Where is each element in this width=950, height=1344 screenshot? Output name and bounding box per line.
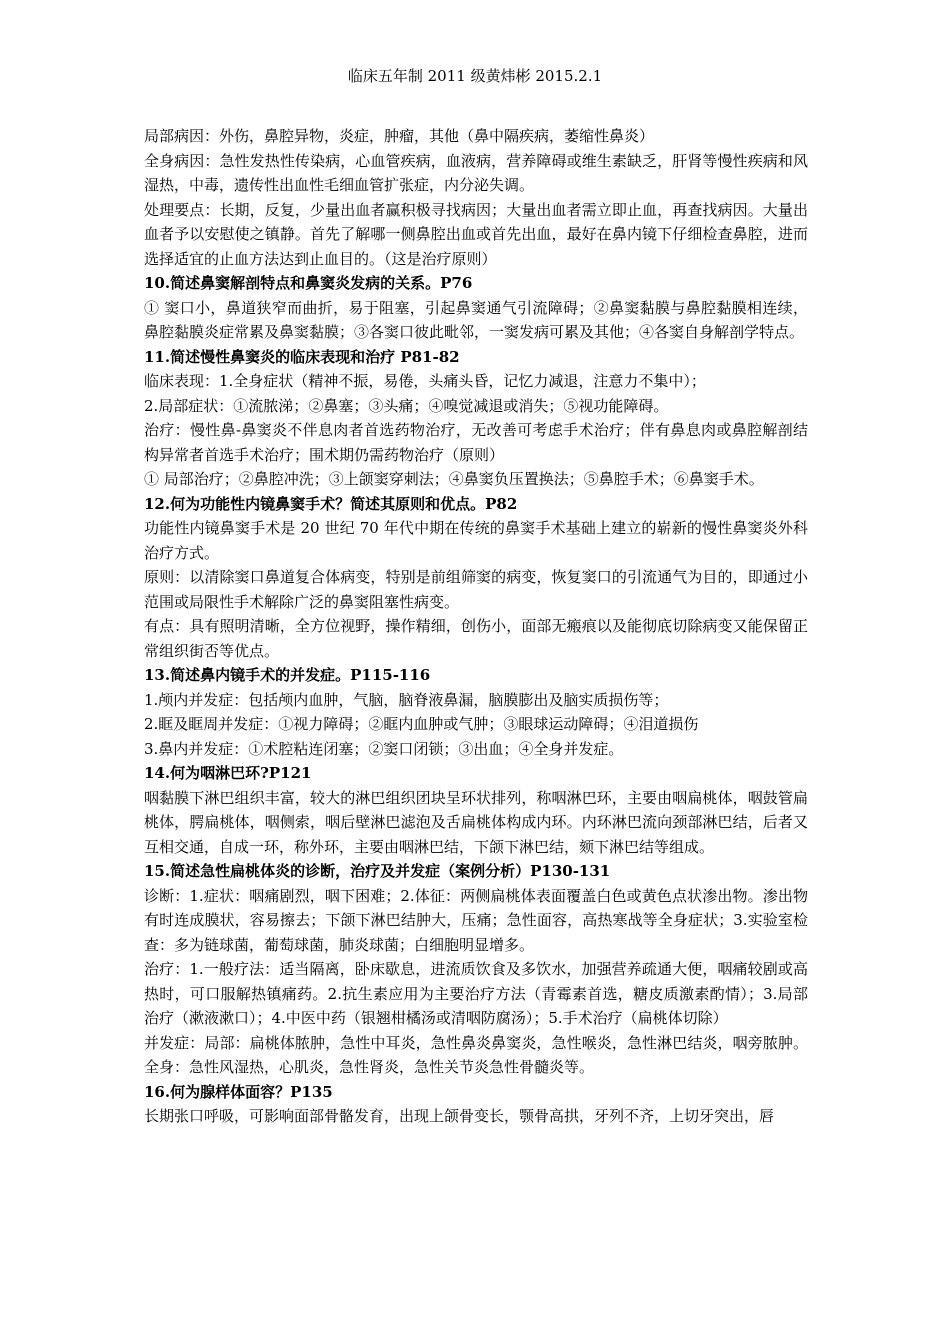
answer-paragraph: 咽黏膜下淋巴组织丰富，较大的淋巴组织团块呈环状排列，称咽淋巴环，主要由咽扁桃体，咽鼓管扁桃体，腭扁桃体，咽侧索，咽后壁淋巴滤泡及舌扁桃体构成内环。内环淋巴流向颈部淋巴结，后者又互相交通，自成一环，称外环，主要由咽淋巴结，下颌下淋巴结，颏下淋巴结等组成。 <box>144 788 808 856</box>
answer-paragraph: 有点：具有照明清晰，全方位视野，操作精细，创伤小，面部无瘢痕以及能彻底切除病变又能保留正常组织街否等优点。 <box>144 617 808 660</box>
answer-paragraph: ① 窦口小，鼻道狭窄而曲折，易于阻塞，引起鼻窦通气引流障碍；②鼻窦黏膜与鼻腔黏膜相连续，鼻腔黏膜炎症常累及鼻窦黏膜；③各窦口彼此毗邻，一窦发病可累及其他；④各窦自身解剖学特点。 <box>144 298 808 341</box>
paragraph-local-causes: 局部病因：外伤，鼻腔异物，炎症，肿瘤，其他（鼻中隔疾病，萎缩性鼻炎） <box>144 127 655 145</box>
question-heading-13: 13.简述鼻内镜手术的并发症。P115-116 <box>144 666 431 684</box>
answer-paragraph: 并发症：局部：扁桃体脓肿，急性中耳炎，急性鼻炎鼻窦炎，急性喉炎，急性淋巴结炎，咽旁脓肿。 全身：急性风湿热，心肌炎，急性肾炎，急性关节炎急性骨髓炎等。 <box>144 1033 808 1076</box>
answer-paragraph: ① 局部治疗；②鼻腔冲洗；③上颌窦穿刺法；④鼻窦负压置换法；⑤鼻腔手术；⑥鼻窦手术。 <box>144 470 764 488</box>
answer-paragraph: 临床表现：1.全身症状（精神不振，易倦，头痛头昏，记忆力减退，注意力不集中）； <box>144 372 706 390</box>
answer-paragraph: 1.颅内并发症：包括颅内血肿，气脑，脑脊液鼻漏，脑膜膨出及脑实质损伤等； <box>144 690 669 709</box>
answer-paragraph: 治疗：慢性鼻-鼻窦炎不伴息肉者首选药物治疗，无改善可考虑手术治疗；伴有鼻息肉或鼻腔解剖结构异常者首选手术治疗；围术期仍需药物治疗（原则） <box>144 421 808 464</box>
answer-paragraph: 2.眶及眶周并发症：①视力障碍；②眶内血肿或气肿；③眼球运动障碍；④泪道损伤 <box>144 715 699 733</box>
answer-paragraph: 长期张口呼吸，可影响面部骨骼发育，出现上颌骨变长，颚骨高拱，牙列不齐，上切牙突出，唇 <box>144 1107 775 1125</box>
question-heading-16: 16.何为腺样体面容？P135 <box>144 1082 333 1101</box>
paragraph-systemic-causes: 全身病因：急性发热性传染病，心血管疾病，血液病，营养障碍或维生素缺乏，肝肾等慢性疾病和风湿热，中毒，遗传性出血性毛细血管扩张症，内分泌失调。 <box>144 151 808 194</box>
answer-paragraph: 诊断：1.症状：咽痛剧烈，咽下困难；2.体征：两侧扁桃体表面覆盖白色或黄色点状渗出物。渗出物有时连成膜状，容易擦去；下颌下淋巴结肿大，压痛；急性面容，高热寒战等全身症状；3.实验室检查：多为链球菌，葡萄球菌，肺炎球菌；白细胞明显增多。 <box>144 886 808 954</box>
question-heading-14: 14.何为咽淋巴环?P121 <box>144 764 312 782</box>
answer-paragraph: 3.鼻内并发症：①术腔粘连闭塞；②窦口闭锁；③出血；④全身并发症。 <box>144 739 624 758</box>
answer-paragraph: 2.局部症状：①流脓涕；②鼻塞；③头痛；④嗅觉减退或消失；⑤视功能障碍。 <box>144 396 669 415</box>
question-heading-12: 12.何为功能性内镜鼻窦手术？简述其原则和优点。P82 <box>144 494 518 513</box>
answer-paragraph: 功能性内镜鼻窦手术是 20 世纪 70 年代中期在传统的鼻窦手术基础上建立的崭新的慢性鼻窦炎外科治疗方式。 <box>144 519 808 562</box>
paragraph-treatment-points: 处理要点：长期，反复，少量出血者赢积极寻找病因；大量出血者需立即止血，再查找病因。大量出血者予以安慰使之镇静。首先了解哪一侧鼻腔出血或首先出血，最好在鼻内镜下仔细检查鼻腔，进而选择适宜的止血方法达到止血目的。（这是治疗原则） <box>144 200 808 268</box>
question-heading-10: 10.简述鼻窦解剖特点和鼻窦炎发病的关系。P76 <box>144 274 473 292</box>
answer-paragraph: 原则：以清除窦口鼻道复合体病变，特别是前组筛窦的病变，恢复窦口的引流通气为目的，即通过小范围或局限性手术解除广泛的鼻窦阻塞性病变。 <box>144 568 808 611</box>
question-heading-11: 11.简述慢性鼻窦炎的临床表现和治疗 P81-82 <box>144 347 460 366</box>
page-header: 临床五年制 2011 级黄炜彬 2015.2.1 <box>347 67 603 85</box>
answer-paragraph: 治疗：1.一般疗法：适当隔离，卧床歇息，进流质饮食及多饮水，加强营养疏通大便，咽痛较剧或高热时，可口服解热镇痛药。2.抗生素应用为主要治疗方法（青霉素首选，糖皮质激素酌情）；3.局部治疗（漱液漱口）；4.中医中药（银翘柑橘汤或清咽防腐汤）；5.手术治疗（扁桃体切除） <box>144 960 808 1027</box>
question-heading-15: 15.简述急性扁桃体炎的诊断，治疗及并发症（案例分析）P130-131 <box>144 862 611 880</box>
document-body <box>144 124 808 1129</box>
